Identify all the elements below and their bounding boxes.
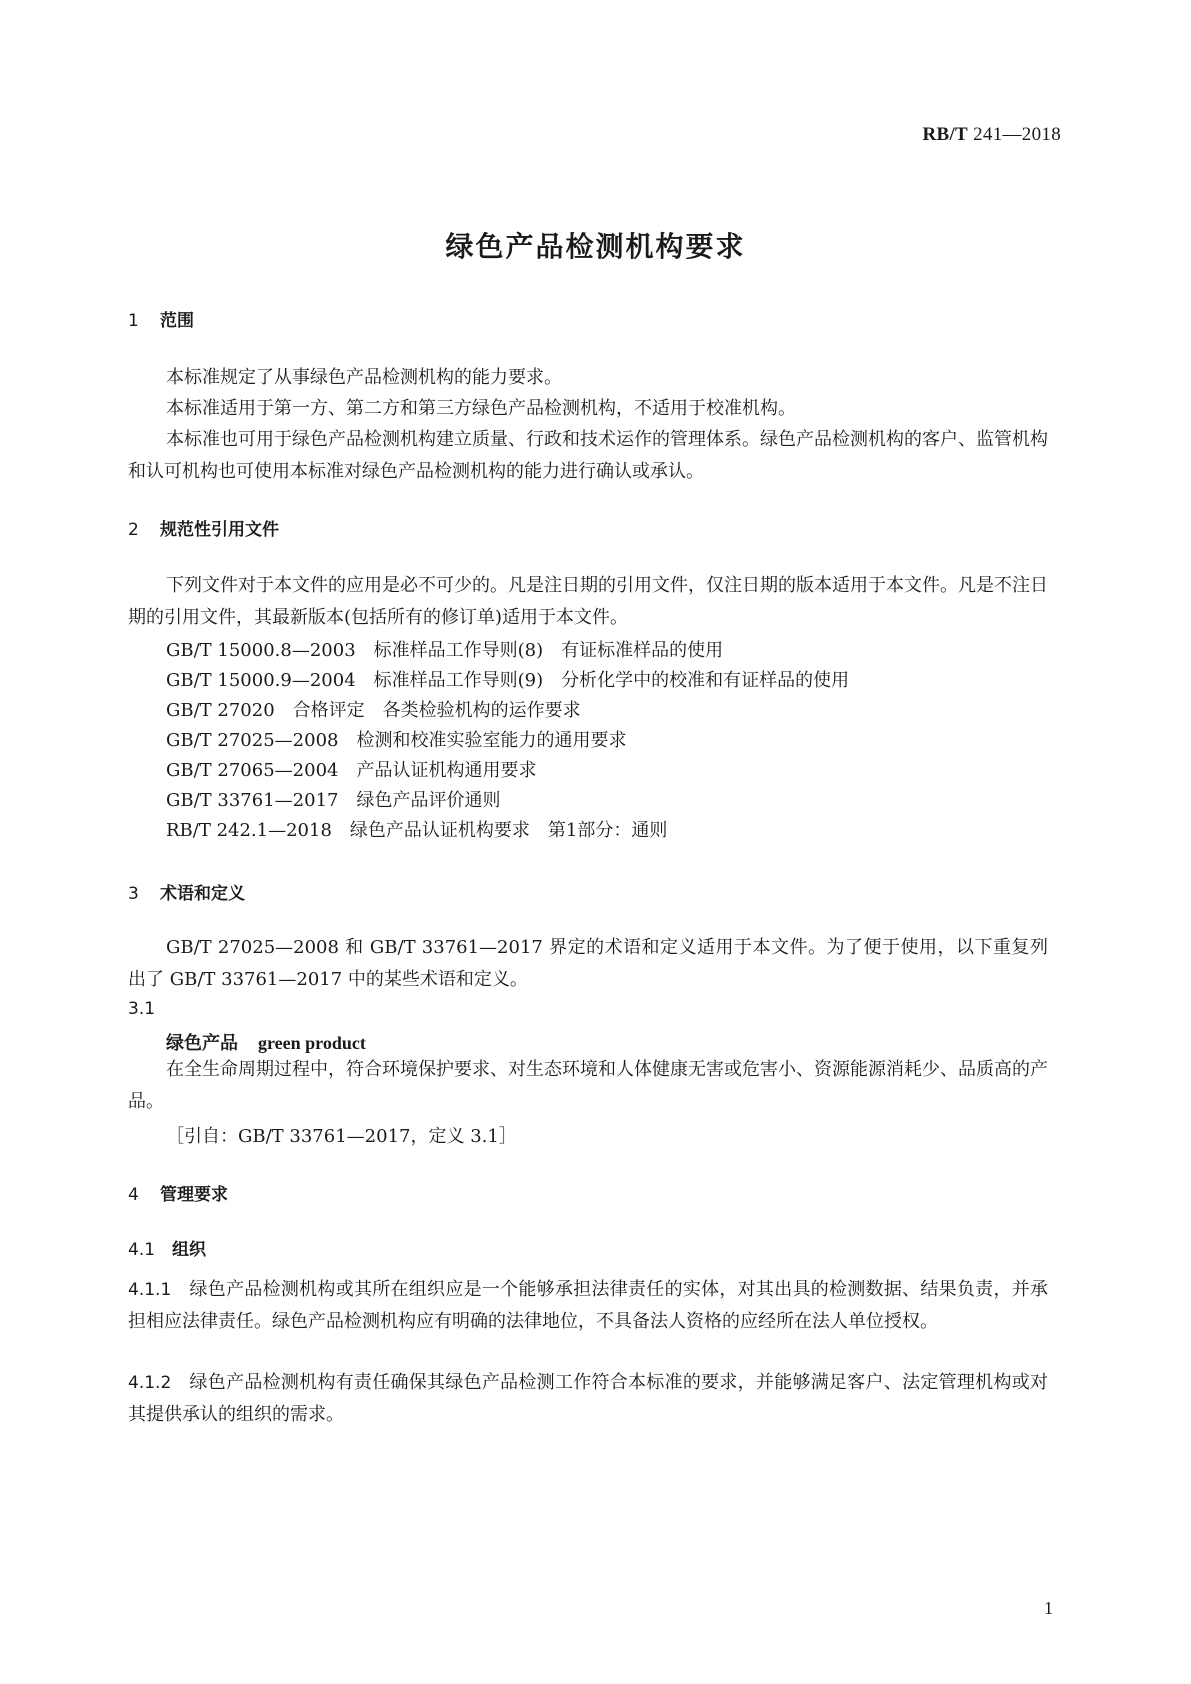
- term-source: ［引自：GB/T 33761—2017，定义 3.1］: [166, 1126, 517, 1147]
- reference-title: 产品认证机构通用要求: [356, 760, 537, 781]
- reference-title: 标准样品工作导则(9) 分析化学中的校准和有证样品的使用: [373, 670, 850, 691]
- term-name: [166, 1029, 366, 1055]
- clause-4-1-1-number: 4.1.1: [128, 1280, 172, 1300]
- section-3-number: 3: [128, 884, 139, 904]
- reference-code: GB/T 27020: [166, 700, 275, 721]
- standard-code: [922, 124, 1061, 146]
- clause-4-1-2: [128, 1367, 1048, 1431]
- clause-4-1-2-text: 绿色产品检测机构有责任确保其绿色产品检测工作符合本标准的要求，并能够满足客户、法定管理机构或对其提供承认的组织的需求。: [128, 1372, 1048, 1425]
- reference-code: RB/T 242.1—2018: [166, 820, 332, 841]
- term-name-english: green product: [258, 1033, 366, 1053]
- section-4-title: 管理要求: [160, 1185, 228, 1205]
- section-4-heading: [128, 1180, 228, 1205]
- document-title: 绿色产品检测机构要求: [445, 230, 746, 263]
- reference-item: [166, 816, 667, 842]
- reference-item: [166, 726, 626, 752]
- reference-code: GB/T 15000.9—2004: [166, 670, 356, 691]
- section-2-title: 规范性引用文件: [160, 520, 279, 540]
- subsection-4-1-title: 组织: [172, 1240, 206, 1260]
- reference-code: GB/T 33761—2017: [166, 790, 339, 811]
- reference-title: 标准样品工作导则(8) 有证标准样品的使用: [373, 640, 724, 661]
- section-1-number: 1: [128, 311, 139, 331]
- reference-title: 检测和校准实验室能力的通用要求: [356, 730, 627, 751]
- clause-4-1-1: [128, 1274, 1048, 1338]
- reference-code: GB/T 27065—2004: [166, 760, 339, 781]
- section-2-intro: 下列文件对于本文件的应用是必不可少的。凡是注日期的引用文件，仅注日期的版本适用于本文件。凡是不注日期的引用文件，其最新版本(包括所有的修订单)适用于本文件。: [128, 575, 1048, 628]
- section-2-number: 2: [128, 520, 139, 540]
- reference-item: [166, 666, 849, 692]
- section-1-title: 范围: [160, 311, 194, 331]
- section-3-heading: [128, 879, 245, 904]
- section-2-heading: [128, 515, 279, 540]
- clause-4-1-2-number: 4.1.2: [128, 1373, 172, 1393]
- reference-title: 绿色产品评价通则: [356, 790, 501, 811]
- section-1-paragraph-1: 本标准规定了从事绿色产品检测机构的能力要求。: [166, 367, 562, 388]
- section-3-title: 术语和定义: [160, 884, 245, 904]
- section-4-number: 4: [128, 1185, 139, 1205]
- section-1-paragraph-2: 本标准适用于第一方、第二方和第三方绿色产品检测机构，不适用于校准机构。: [166, 398, 796, 419]
- subsection-4-1-heading: [128, 1235, 206, 1260]
- section-3-intro: GB/T 27025—2008 和 GB/T 33761—2017 界定的术语和定义适用于本文件。为了便于使用，以下重复列出了 GB/T 33761—2017 中的某些术语和定义。: [128, 937, 1048, 990]
- reference-item: [166, 636, 723, 662]
- reference-title: 绿色产品认证机构要求 第1部分：通则: [349, 820, 668, 841]
- reference-code: GB/T 15000.8—2003: [166, 640, 356, 661]
- standard-prefix: RB/T: [922, 124, 969, 145]
- clause-4-1-1-text: 绿色产品检测机构或其所在组织应是一个能够承担法律责任的实体，对其出具的检测数据、结果负责，并承担相应法律责任。绿色产品检测机构应有明确的法律地位，不具备法人资格的应经所在法人单位授权。: [128, 1279, 1048, 1332]
- subsection-4-1-number: 4.1: [128, 1240, 156, 1260]
- reference-code: GB/T 27025—2008: [166, 730, 339, 751]
- reference-item: [166, 786, 500, 812]
- section-1-paragraph-3: 本标准也可用于绿色产品检测机构建立质量、行政和技术运作的管理体系。绿色产品检测机构的客户、监管机构和认可机构也可使用本标准对绿色产品检测机构的能力进行确认或承认。: [128, 429, 1048, 482]
- reference-item: [166, 756, 536, 782]
- standard-number: 241—2018: [973, 124, 1061, 145]
- reference-item: [166, 696, 581, 722]
- term-name-chinese: 绿色产品: [166, 1033, 238, 1054]
- section-1-heading: [128, 306, 194, 331]
- term-definition: 在全生命周期过程中，符合环境保护要求、对生态环境和人体健康无害或危害小、资源能源消耗少、品质高的产品。: [128, 1059, 1048, 1112]
- page-number: 1: [1044, 1598, 1053, 1618]
- reference-title: 合格评定 各类检验机构的运作要求: [292, 700, 581, 721]
- term-number: 3.1: [128, 999, 156, 1019]
